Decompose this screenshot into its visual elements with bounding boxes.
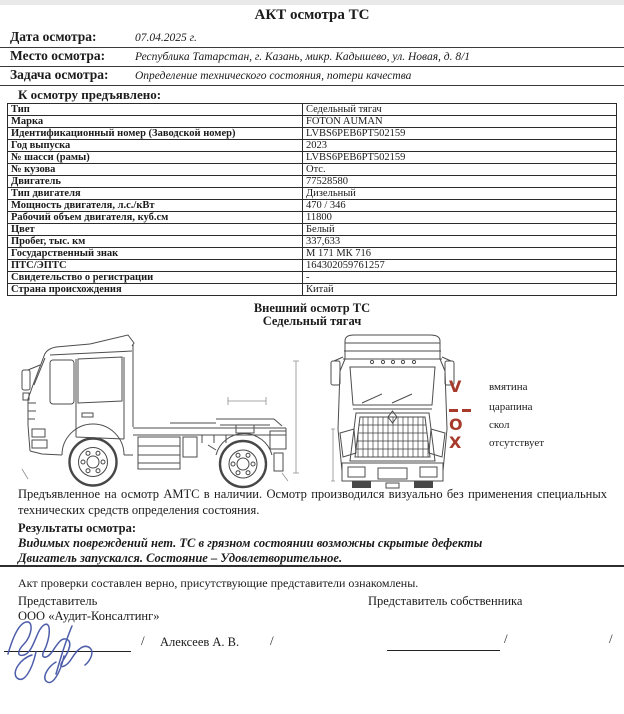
- spec-value: 77528580: [303, 176, 617, 188]
- spec-label: Свидетельство о регистрации: [8, 272, 303, 284]
- results-heading: Результаты осмотра:: [18, 521, 136, 535]
- spec-label: Тип двигателя: [8, 188, 303, 200]
- table-row: [8, 188, 617, 200]
- spec-label: Государственный знак: [8, 248, 303, 260]
- slash-separator: /: [141, 633, 145, 648]
- meta-value: 07.04.2025 г.: [135, 32, 197, 44]
- spec-value: FOTON AUMAN: [303, 116, 617, 128]
- legend-label: скол: [489, 419, 510, 431]
- meta-label: Задача осмотра:: [10, 67, 109, 82]
- truck-side-view-drawing: [20, 333, 312, 489]
- presented-heading: К осмотру предъявлено:: [18, 87, 162, 102]
- section-divider: [0, 565, 624, 567]
- table-row: [8, 104, 617, 116]
- right-signature-line: [387, 650, 500, 651]
- spec-label: Тип: [8, 104, 303, 116]
- slash-separator: /: [609, 631, 613, 646]
- confirmation-text: Акт проверки составлен верно, присутствующие представители ознакомлены.: [18, 576, 419, 590]
- spec-label: Цвет: [8, 224, 303, 236]
- table-row: [8, 140, 617, 152]
- table-row: [8, 152, 617, 164]
- legend-label: царапина: [489, 401, 533, 413]
- spec-label: ПТС/ЭПТС: [8, 260, 303, 272]
- handwritten-signature: [2, 610, 142, 690]
- spec-label: Идентификационный номер (Заводской номер): [8, 128, 303, 140]
- spec-label: Пробег, тыс. км: [8, 236, 303, 248]
- spec-value: LVBS6PEB6PT502159: [303, 128, 617, 140]
- meta-row-place: [0, 47, 624, 67]
- spec-label: Двигатель: [8, 176, 303, 188]
- exterior-subheading: Седельный тягач: [262, 314, 362, 328]
- spec-value: 2023: [303, 140, 617, 152]
- spec-label: Год выпуска: [8, 140, 303, 152]
- slash-separator: /: [504, 631, 508, 646]
- exterior-heading: Внешний осмотр ТС: [253, 301, 371, 315]
- spec-value: М 171 МК 716: [303, 248, 617, 260]
- spec-value: Седельный тягач: [303, 104, 617, 116]
- spec-label: Страна происхождения: [8, 284, 303, 296]
- missing-symbol-icon: X: [449, 433, 462, 452]
- spec-value: Отс.: [303, 164, 617, 176]
- legend-label: отсутствует: [489, 437, 545, 449]
- presence-paragraph: Предъявленное на осмотр АМТС в наличии. Осмотр производился визуально без применения специальных технических средств определения состояния.: [18, 487, 607, 517]
- scratch-symbol-icon: [449, 399, 489, 415]
- spec-label: № шасси (рамы): [8, 152, 303, 164]
- spec-value: Белый: [303, 224, 617, 236]
- left-signer-role: Представитель: [18, 594, 98, 608]
- right-signer-role: Представитель собственника: [368, 594, 523, 608]
- legend-item-missing: [449, 435, 544, 451]
- meta-label: Дата осмотра:: [10, 29, 97, 44]
- chip-symbol-icon: O: [449, 415, 463, 434]
- table-row: [8, 272, 617, 284]
- spec-value: -: [303, 272, 617, 284]
- table-row: [8, 260, 617, 272]
- spec-value: LVBS6PEB6PT502159: [303, 152, 617, 164]
- table-row: [8, 236, 617, 248]
- spec-label: Марка: [8, 116, 303, 128]
- slash-separator: /: [270, 633, 274, 648]
- spec-value: Китай: [303, 284, 617, 296]
- spec-value: 164302059761257: [303, 260, 617, 272]
- left-signer-name: Алексеев А. В.: [160, 635, 240, 649]
- table-row: [8, 164, 617, 176]
- spec-value: 11800: [303, 212, 617, 224]
- vehicle-spec-table: [7, 103, 617, 296]
- truck-front-view-drawing: [330, 333, 456, 489]
- meta-row-date: [0, 28, 624, 48]
- legend-item-chip: [449, 417, 510, 433]
- table-row: [8, 176, 617, 188]
- legend-label: вмятина: [489, 381, 528, 393]
- spec-label: № кузова: [8, 164, 303, 176]
- table-row: [8, 284, 617, 296]
- results-text: Видимых повреждений нет. ТС в грязном состоянии возможны скрытые дефекты Двигатель запускался. Состояние – Удовлетворительное.: [18, 536, 483, 565]
- table-row: [8, 248, 617, 260]
- table-row: [8, 200, 617, 212]
- spec-value: 337,633: [303, 236, 617, 248]
- legend-item-scratch: [449, 399, 533, 415]
- table-row: [8, 224, 617, 236]
- spec-value: Дизельный: [303, 188, 617, 200]
- meta-label: Место осмотра:: [10, 48, 106, 63]
- spec-label: Рабочий объем двигателя, куб.см: [8, 212, 303, 224]
- legend-item-dent: [449, 379, 528, 395]
- meta-value: Республика Татарстан, г. Казань, микр. Кадышево, ул. Новая, д. 8/1: [135, 51, 471, 63]
- spec-label: Мощность двигателя, л.с./кВт: [8, 200, 303, 212]
- meta-row-task: [0, 66, 624, 86]
- left-signer-org: ООО «Аудит-Консалтинг»: [18, 609, 160, 623]
- table-row: [8, 116, 617, 128]
- scan-edge: [0, 0, 624, 5]
- spec-value: 470 / 346: [303, 200, 617, 212]
- table-row: [8, 128, 617, 140]
- meta-value: Определение технического состояния, потери качества: [135, 70, 412, 82]
- table-row: [8, 212, 617, 224]
- dent-symbol-icon: V: [449, 377, 462, 396]
- document-title: АКТ осмотра ТС: [254, 7, 370, 23]
